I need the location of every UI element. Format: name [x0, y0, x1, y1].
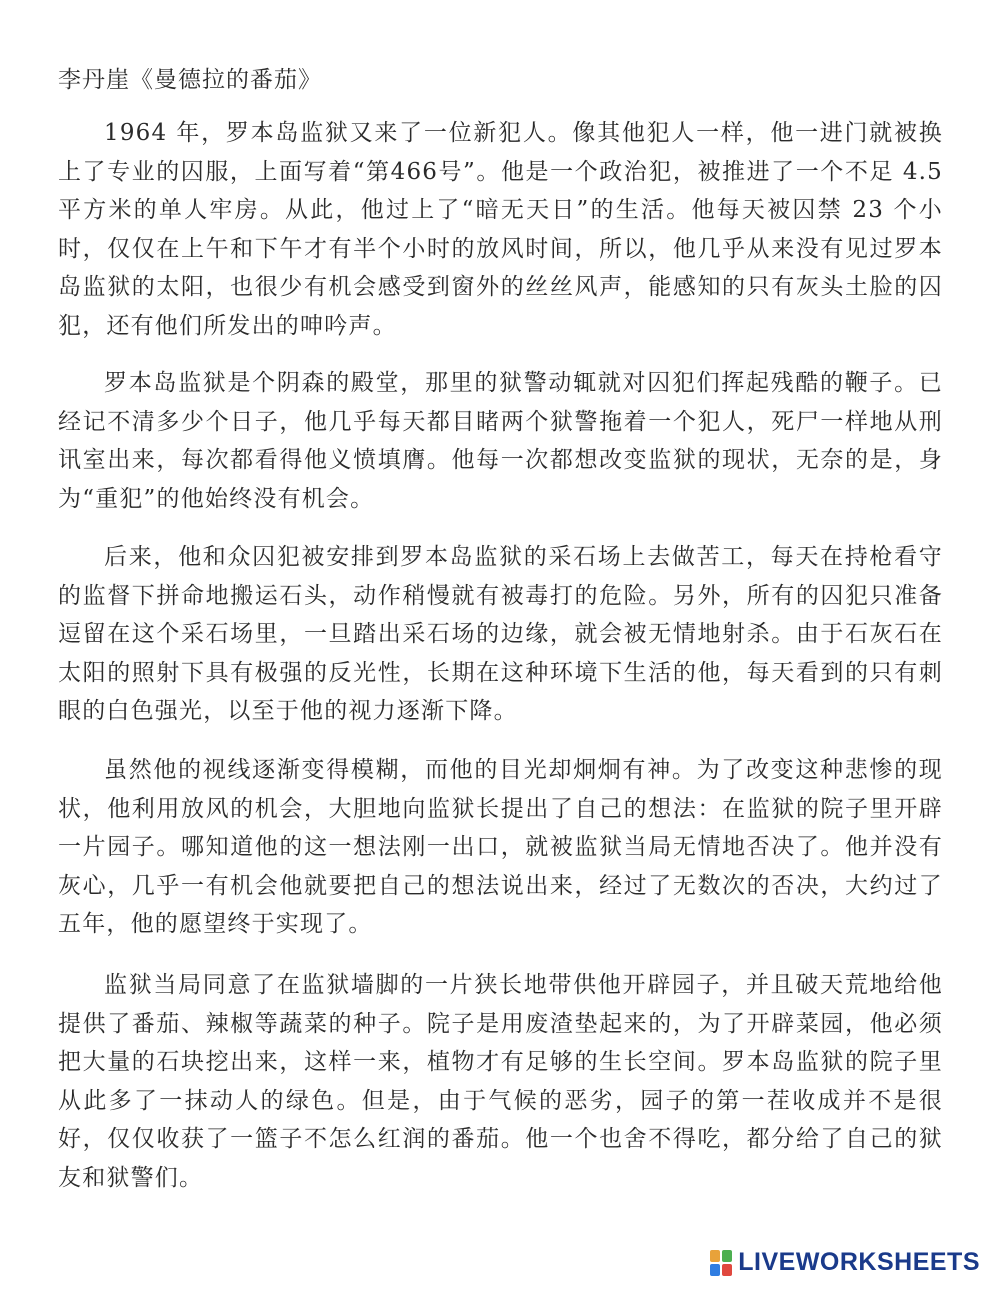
paragraph-3: 后来，他和众囚犯被安排到罗本岛监狱的采石场上去做苦工，每天在持枪看守的监督下拼命地搬运石头，动作稍慢就有被毒打的危险。另外，所有的囚犯只准备逗留在这个采石场里，一旦踏出采石场的边缘，就会被无情地射杀。由于石灰石在太阳的照射下具有极强的反光性，长期在这种环境下生活的他，每天看到的只有刺眼的白色强光，以至于他的视力逐渐下降。 [58, 544, 943, 724]
logo-square-4 [722, 1264, 732, 1276]
paragraph-2: 罗本岛监狱是个阴森的殿堂，那里的狱警动辄就对囚犯们挥起残酷的鞭子。已经记不清多少个日子，他几乎每天都目睹两个狱警拖着一个犯人，死尸一样地从刑讯室出来，每次都看得他义愤填膺。他每一次都想改变监狱的现状，无奈的是，身为“重犯”的他始终没有机会。 [58, 370, 943, 512]
paragraph-5: 监狱当局同意了在监狱墙脚的一片狭长地带供他开辟园子，并且破天荒地给他提供了番茄、辣椒等蔬菜的种子。院子是用废渣垫起来的，为了开辟菜园，他必须把大量的石块挖出来，这样一来，植物才有足够的生长空间。罗本岛监狱的院子里从此多了一抹动人的绿色。但是，由于气候的恶劣，园子的第一茬收成并不是很好，仅仅收获了一篮子不怎么红润的番茄。他一个也舍不得吃，都分给了自己的狱友和狱警们。 [58, 972, 943, 1191]
logo-square-1 [710, 1250, 720, 1262]
brand-name: LIVEWORKSHEETS [738, 1248, 980, 1276]
logo-square-2 [722, 1250, 732, 1262]
paragraph-4: 虽然他的视线逐渐变得模糊，而他的目光却炯炯有神。为了改变这种悲惨的现状，他利用放风的机会，大胆地向监狱长提出了自己的想法：在监狱的院子里开辟一片园子。哪知道他的这一想法刚一出口，就被监狱当局无情地否决了。他并没有灰心，几乎一有机会他就要把自己的想法说出来，经过了无数次的否决，大约过了五年，他的愿望终于实现了。 [58, 757, 943, 937]
document-title: 李丹崖《曼德拉的番茄》 [58, 67, 322, 93]
paragraph-1: 1964 年，罗本岛监狱又来了一位新犯人。像其他犯人一样，他一进门就被换上了专业的囚服，上面写着“第466号”。他是一个政治犯，被推进了一个不足 4.5 平方米的单人牢房。从此，他过上了“暗无天日”的生活。他每天被囚禁 23 个小时，仅仅在上午和下午才有半个小时的放风时间，所以，他几乎从来没有见过罗本岛监狱的太阳，也很少有机会感受到窗外的丝丝风声，能感知的只有灰头土脸的囚犯，还有他们所发出的呻吟声。 [58, 120, 943, 339]
liveworksheets-branding[interactable] [710, 1248, 980, 1277]
liveworksheets-logo-icon [710, 1250, 732, 1276]
logo-square-3 [710, 1264, 720, 1276]
